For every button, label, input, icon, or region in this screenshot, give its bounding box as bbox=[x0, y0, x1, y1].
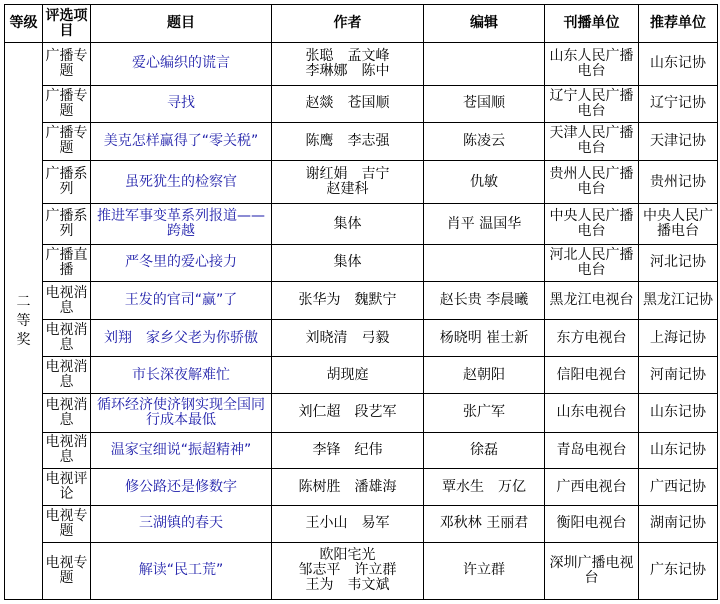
publisher-cell: 中央人民广播电台 bbox=[545, 204, 639, 245]
category-cell: 广播系列 bbox=[43, 161, 91, 204]
publisher-cell: 天津人民广播电台 bbox=[545, 122, 639, 161]
category-cell: 广播直播 bbox=[43, 244, 91, 281]
author-name: 纪伟 bbox=[354, 441, 383, 458]
title-cell: 刘翔 家乡父老为你骄傲 bbox=[91, 320, 272, 357]
recommender-cell: 山东记协 bbox=[639, 432, 718, 469]
author-name: 王小山 bbox=[305, 515, 348, 532]
author-name: 段艺军 bbox=[354, 404, 397, 421]
editor-cell: 许立群 bbox=[424, 542, 545, 599]
author-name: 胡现庭 bbox=[326, 366, 369, 383]
recommender-cell: 贵州记协 bbox=[639, 161, 718, 204]
title-cell: 修公路还是修数字 bbox=[91, 469, 272, 506]
author-line bbox=[274, 443, 421, 458]
title-cell: 温家宝细说“振超精神” bbox=[91, 432, 272, 469]
publisher-cell: 深圳广播电视台 bbox=[545, 542, 639, 599]
editor-cell: 张广军 bbox=[424, 393, 545, 432]
category-cell: 电视消息 bbox=[43, 393, 91, 432]
author-line bbox=[274, 331, 421, 346]
recommender-cell: 黑龙江记协 bbox=[639, 281, 718, 320]
author-name: 韦文斌 bbox=[347, 577, 390, 594]
author-cell bbox=[272, 43, 424, 86]
prize-level: 二等奖 bbox=[16, 293, 31, 348]
author-line bbox=[274, 480, 421, 495]
author-name: 邹志平 bbox=[298, 562, 341, 579]
author-name: 张华为 bbox=[298, 292, 341, 309]
author-name: 孟文峰 bbox=[347, 47, 390, 64]
author-cell bbox=[272, 542, 424, 599]
author-line bbox=[274, 368, 421, 383]
author-line bbox=[274, 64, 421, 79]
author-name: 刘晓清 bbox=[305, 329, 348, 346]
author-line bbox=[274, 182, 421, 197]
title-cell: 美克怎样赢得了“零关税” bbox=[91, 122, 272, 161]
table-row bbox=[5, 244, 718, 281]
recommender-cell: 广西记协 bbox=[639, 469, 718, 506]
author-name: 陈树胜 bbox=[298, 478, 341, 495]
title-cell: 王发的官司“赢”了 bbox=[91, 281, 272, 320]
category-cell: 电视专题 bbox=[43, 542, 91, 599]
title-cell: 三湖镇的春天 bbox=[91, 506, 272, 543]
recommender-cell: 河南记协 bbox=[639, 357, 718, 394]
editor-cell: 赵长贵 李晨曦 bbox=[424, 281, 545, 320]
recommender-cell: 中央人民广播电台 bbox=[639, 204, 718, 245]
title-cell: 推进军事变革系列报道——跨越 bbox=[91, 204, 272, 245]
table-row bbox=[5, 85, 718, 122]
author-line bbox=[274, 255, 421, 270]
author-name: 赵燚 bbox=[305, 95, 334, 112]
header-publisher: 刊播单位 bbox=[545, 5, 639, 43]
recommender-cell: 广东记协 bbox=[639, 542, 718, 599]
author-name: 谢红娟 bbox=[305, 166, 348, 183]
prize-level-cell bbox=[5, 43, 43, 600]
title-cell: 爱心编织的谎言 bbox=[91, 43, 272, 86]
author-cell bbox=[272, 122, 424, 161]
editor-cell: 赵朝阳 bbox=[424, 357, 545, 394]
category-cell: 电视消息 bbox=[43, 357, 91, 394]
author-cell bbox=[272, 85, 424, 122]
table-row bbox=[5, 204, 718, 245]
author-cell bbox=[272, 393, 424, 432]
category-cell: 广播专题 bbox=[43, 122, 91, 161]
title-cell: 循环经济使济钢实现全国同行成本最低 bbox=[91, 393, 272, 432]
publisher-cell: 青岛电视台 bbox=[545, 432, 639, 469]
author-line bbox=[274, 405, 421, 420]
title-cell: 严冬里的爱心接力 bbox=[91, 244, 272, 281]
publisher-cell: 东方电视台 bbox=[545, 320, 639, 357]
author-name: 潘雄海 bbox=[354, 478, 397, 495]
author-name: 魏默宁 bbox=[354, 292, 397, 309]
header-row bbox=[5, 5, 718, 43]
category-cell: 广播系列 bbox=[43, 204, 91, 245]
author-name: 王为 bbox=[305, 577, 334, 594]
editor-cell: 杨晓明 崔士新 bbox=[424, 320, 545, 357]
author-cell bbox=[272, 320, 424, 357]
category-cell: 电视评论 bbox=[43, 469, 91, 506]
recommender-cell: 河北记协 bbox=[639, 244, 718, 281]
category-cell: 电视专题 bbox=[43, 506, 91, 543]
recommender-cell: 天津记协 bbox=[639, 122, 718, 161]
author-line bbox=[274, 134, 421, 149]
table-row bbox=[5, 506, 718, 543]
author-name: 赵建科 bbox=[326, 181, 369, 198]
awards-table bbox=[4, 4, 718, 600]
author-cell bbox=[272, 506, 424, 543]
author-name: 张聪 bbox=[305, 47, 334, 64]
author-name: 陈中 bbox=[361, 62, 390, 79]
table-row bbox=[5, 357, 718, 394]
publisher-cell: 信阳电视台 bbox=[545, 357, 639, 394]
title-cell: 虽死犹生的检察官 bbox=[91, 161, 272, 204]
recommender-cell: 山东记协 bbox=[639, 393, 718, 432]
editor-cell: 邓秋林 王丽君 bbox=[424, 506, 545, 543]
title-cell: 寻找 bbox=[91, 85, 272, 122]
editor-cell: 肖平 温国华 bbox=[424, 204, 545, 245]
table-row bbox=[5, 320, 718, 357]
author-name: 李锋 bbox=[312, 441, 341, 458]
recommender-cell: 山东记协 bbox=[639, 43, 718, 86]
author-cell bbox=[272, 357, 424, 394]
editor-cell: 覃水生 万亿 bbox=[424, 469, 545, 506]
author-cell bbox=[272, 204, 424, 245]
author-cell bbox=[272, 281, 424, 320]
table-row bbox=[5, 43, 718, 86]
author-name: 吉宁 bbox=[361, 166, 390, 183]
table-row bbox=[5, 161, 718, 204]
editor-cell: 苍国顺 bbox=[424, 85, 545, 122]
editor-cell: 徐磊 bbox=[424, 432, 545, 469]
author-line bbox=[274, 96, 421, 111]
publisher-cell: 黑龙江电视台 bbox=[545, 281, 639, 320]
editor-cell: 仇敏 bbox=[424, 161, 545, 204]
author-name: 陈鹰 bbox=[305, 132, 334, 149]
author-line bbox=[274, 49, 421, 64]
title-cell: 解读“民工荒” bbox=[91, 542, 272, 599]
editor-cell bbox=[424, 244, 545, 281]
category-cell: 广播专题 bbox=[43, 43, 91, 86]
table-row bbox=[5, 432, 718, 469]
recommender-cell: 辽宁记协 bbox=[639, 85, 718, 122]
author-line bbox=[274, 217, 421, 232]
author-name: 李琳娜 bbox=[305, 62, 348, 79]
category-cell: 电视消息 bbox=[43, 432, 91, 469]
author-name: 苍国顺 bbox=[347, 95, 390, 112]
header-category: 评选项目 bbox=[43, 5, 91, 43]
author-name: 李志强 bbox=[347, 132, 390, 149]
table-row bbox=[5, 281, 718, 320]
publisher-cell: 山东电视台 bbox=[545, 393, 639, 432]
author-name: 易军 bbox=[361, 515, 390, 532]
author-cell bbox=[272, 161, 424, 204]
table-row bbox=[5, 393, 718, 432]
author-cell bbox=[272, 469, 424, 506]
author-line bbox=[274, 548, 421, 563]
publisher-cell: 山东人民广播电台 bbox=[545, 43, 639, 86]
author-name: 许立群 bbox=[354, 562, 397, 579]
editor-cell: 陈凌云 bbox=[424, 122, 545, 161]
table-row bbox=[5, 469, 718, 506]
author-name: 欧阳宅光 bbox=[319, 547, 376, 564]
category-cell: 电视消息 bbox=[43, 281, 91, 320]
recommender-cell: 上海记协 bbox=[639, 320, 718, 357]
award-rows bbox=[5, 43, 718, 600]
publisher-cell: 河北人民广播电台 bbox=[545, 244, 639, 281]
author-name: 集体 bbox=[333, 254, 362, 271]
author-name: 集体 bbox=[333, 215, 362, 232]
author-line bbox=[274, 516, 421, 531]
author-cell bbox=[272, 244, 424, 281]
header-level: 等级 bbox=[5, 5, 43, 43]
title-cell: 市长深夜解难忙 bbox=[91, 357, 272, 394]
editor-cell bbox=[424, 43, 545, 86]
header-author: 作者 bbox=[272, 5, 424, 43]
table-row bbox=[5, 122, 718, 161]
category-cell: 电视消息 bbox=[43, 320, 91, 357]
category-cell: 广播专题 bbox=[43, 85, 91, 122]
author-line bbox=[274, 167, 421, 182]
author-name: 刘仁超 bbox=[298, 404, 341, 421]
header-recommender: 推荐单位 bbox=[639, 5, 718, 43]
table-row bbox=[5, 542, 718, 599]
publisher-cell: 衡阳电视台 bbox=[545, 506, 639, 543]
recommender-cell: 湖南记协 bbox=[639, 506, 718, 543]
author-cell bbox=[272, 432, 424, 469]
publisher-cell: 广西电视台 bbox=[545, 469, 639, 506]
header-title: 题目 bbox=[91, 5, 272, 43]
header-editor: 编辑 bbox=[424, 5, 545, 43]
publisher-cell: 贵州人民广播电台 bbox=[545, 161, 639, 204]
publisher-cell: 辽宁人民广播电台 bbox=[545, 85, 639, 122]
author-line bbox=[274, 578, 421, 593]
author-name: 弓毅 bbox=[361, 329, 390, 346]
author-line bbox=[274, 293, 421, 308]
